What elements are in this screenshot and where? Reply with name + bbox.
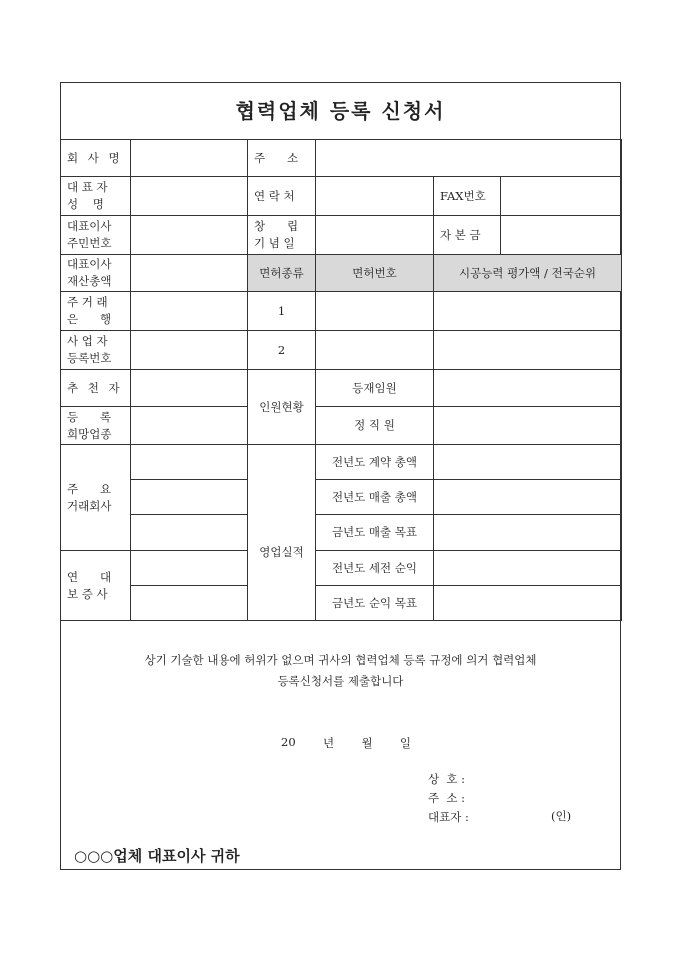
ceo-assets-field[interactable]: [131, 255, 248, 292]
capability-field[interactable]: [434, 331, 622, 370]
founded-field[interactable]: [316, 216, 434, 255]
cur-profit-target-label: 금년도 순익 목표: [316, 586, 434, 621]
table-row: [61, 331, 622, 370]
seal-mark: (인): [551, 809, 572, 823]
application-form: [60, 82, 621, 870]
prev-contract-label: 전년도 계약 총액: [316, 445, 434, 480]
staff-status-label: 인원현황: [248, 370, 316, 445]
ceo-assets-label: 대표이사 재산총액: [61, 255, 131, 292]
regular-staff-field[interactable]: [434, 407, 622, 445]
license-type-header: 면허종류: [248, 255, 316, 292]
table-row: [61, 407, 622, 445]
table-row: [61, 586, 622, 621]
table-row: [61, 216, 622, 255]
registered-officers-field[interactable]: [434, 370, 622, 407]
business-number-label: 사 업 자 등록번호: [61, 331, 131, 370]
prev-sales-label: 전년도 매출 총액: [316, 480, 434, 515]
representative-signature-label: 대표자 :: [428, 810, 469, 824]
recommender-field[interactable]: [131, 370, 248, 407]
ceo-id-field[interactable]: [131, 216, 248, 255]
capability-header: 시공능력 평가액 / 전국순위: [434, 255, 622, 292]
registered-officers-label: 등재임원: [316, 370, 434, 407]
date-year: 20: [281, 735, 296, 749]
ceo-id-label: 대표이사 주민번호: [61, 216, 131, 255]
cur-profit-target-field[interactable]: [434, 586, 622, 621]
company-name-field[interactable]: [131, 140, 248, 177]
prev-pretax-field[interactable]: [434, 551, 622, 586]
guarantor-field[interactable]: [131, 586, 248, 621]
license-number-field[interactable]: [316, 331, 434, 370]
main-bank-field[interactable]: [131, 292, 248, 331]
signer-address-label: 주 소 :: [428, 791, 466, 805]
date-day-unit: 일: [399, 736, 411, 750]
desired-type-label: 등 록 희망업종: [61, 407, 131, 445]
recommender-label: 추 천 자: [61, 370, 131, 407]
guarantor-label: 연 대 보 증 사: [61, 551, 131, 621]
cur-sales-target-field[interactable]: [434, 515, 622, 551]
date-year-unit: 년: [322, 736, 335, 750]
representative-field[interactable]: [131, 177, 248, 216]
fax-field[interactable]: [501, 177, 622, 216]
capability-field[interactable]: [434, 292, 622, 331]
license-number-field[interactable]: [316, 292, 434, 331]
cur-sales-target-label: 금년도 매출 목표: [316, 515, 434, 551]
main-bank-label: 주 거 래 은 행: [61, 292, 131, 331]
table-row: [61, 480, 622, 515]
prev-contract-field[interactable]: [434, 445, 622, 480]
regular-staff-label: 정 직 원: [316, 407, 434, 445]
main-client-field[interactable]: [131, 480, 248, 515]
license-row-number: 2: [248, 331, 316, 370]
trade-name-label: 상 호 :: [428, 772, 466, 786]
fax-label: FAX번호: [434, 177, 501, 216]
table-row: [61, 370, 622, 407]
table-row: [61, 292, 622, 331]
main-client-field[interactable]: [131, 515, 248, 551]
declaration-text: 상기 기술한 내용에 허위가 없으며 귀사의 협력업체 등록 규정에 의거 협력업체 등록신청서를 제출합니다: [144, 653, 537, 688]
declaration-section: [61, 640, 620, 870]
submission-date: [281, 735, 411, 751]
table-row: [61, 551, 622, 586]
license-number-header: 면허번호: [316, 255, 434, 292]
recipient-line: ○○○업체 대표이사 귀하: [74, 847, 240, 865]
capital-label: 자 본 금: [434, 216, 501, 255]
founded-label: 창 립 기 념 일: [248, 216, 316, 255]
main-clients-label: 주 요 거래회사: [61, 445, 131, 551]
prev-pretax-label: 전년도 세전 순익: [316, 551, 434, 586]
table-row: [61, 255, 622, 292]
address-label: 주 소: [248, 140, 316, 177]
table-row: [61, 515, 622, 551]
company-name-label: 회 사 명: [61, 140, 131, 177]
business-number-field[interactable]: [131, 331, 248, 370]
table-row: [61, 445, 622, 480]
form-title: 협력업체 등록 신청서: [61, 83, 620, 140]
table-row: [61, 140, 622, 177]
form-table: [60, 139, 622, 621]
signature-block: [428, 770, 469, 827]
address-field[interactable]: [316, 140, 622, 177]
guarantor-field[interactable]: [131, 551, 248, 586]
sales-performance-label: 영업실적: [248, 445, 316, 621]
capital-field[interactable]: [501, 216, 622, 255]
prev-sales-field[interactable]: [434, 480, 622, 515]
license-row-number: 1: [248, 292, 316, 331]
desired-type-field[interactable]: [131, 407, 248, 445]
contact-field[interactable]: [316, 177, 434, 216]
date-month-unit: 월: [361, 736, 373, 750]
main-client-field[interactable]: [131, 445, 248, 480]
table-row: [61, 177, 622, 216]
representative-label: 대 표 자 성 명: [61, 177, 131, 216]
contact-label: 연 락 처: [248, 177, 316, 216]
